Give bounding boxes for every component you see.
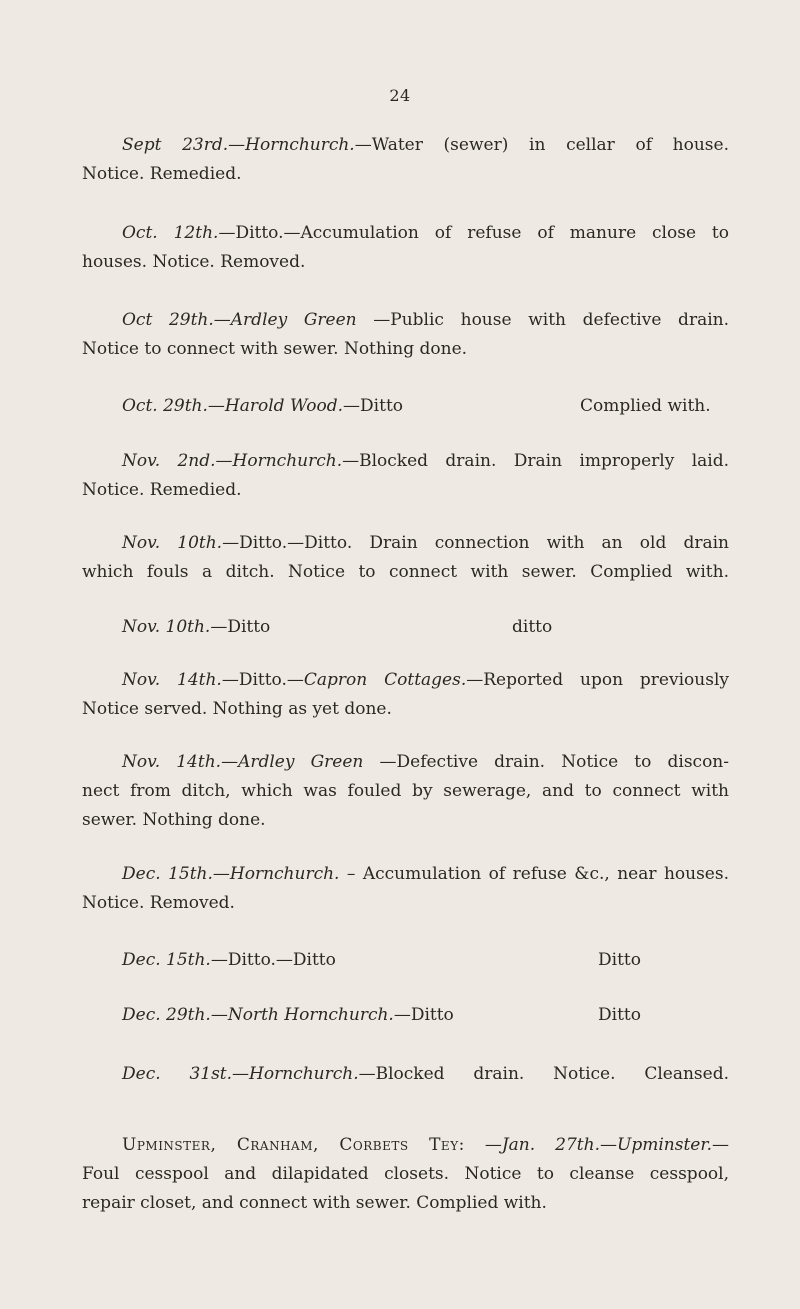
entry-right-note: Complied with. — [580, 396, 711, 416]
entry-line-1: Dec. 31st.—Hornchurch.—Blocked drain. Notice. Cleansed. — [122, 1064, 729, 1084]
page-number: 24 — [389, 86, 411, 105]
entry-line-2: Notice. Remedied. — [82, 480, 242, 500]
entry-date: Dec. 29th. — [122, 1005, 211, 1025]
entry-date: Oct. 29th. — [122, 396, 208, 416]
entry-line-1: Dec. 15th.—Ditto.—Ditto — [122, 950, 336, 970]
entry-date: Dec. 15th. — [122, 864, 213, 884]
entry-place: Hornchurch. — [245, 135, 355, 155]
entry-line-2: Notice served. Nothing as yet done. — [82, 699, 392, 719]
entry-date: Nov. 10th. — [122, 533, 223, 553]
entry-line-2: Notice to connect with sewer. Nothing done. — [82, 339, 468, 359]
entry-right-note: ditto — [512, 617, 553, 637]
entry-date: Nov. 14th. — [122, 670, 222, 690]
entry-place: Harold Wood. — [224, 396, 344, 416]
entry-line-2: Notice. Remedied. — [82, 164, 242, 184]
entry-line-1: Oct. 12th.—Ditto.—Accumulation of refuse of manure close to — [122, 223, 729, 243]
entry-date: Oct. 12th. — [122, 223, 219, 243]
entry-date: Sept 23rd. — [122, 135, 229, 155]
entry-line-1: Nov. 14th.—Ardley Green —Defective drain. Notice to discon- — [122, 752, 730, 772]
entry-date: Nov. 14th. — [122, 752, 222, 772]
entry-right-note: Ditto — [598, 1005, 641, 1025]
entry-line-2: Notice. Removed. — [82, 893, 235, 913]
entry-place: North Hornchurch. — [227, 1005, 394, 1025]
entry-line-2: which fouls a ditch. Notice to connect with sewer. Complied with. — [82, 562, 729, 582]
entry-date: Nov. 2nd. — [122, 451, 216, 471]
entry-place: Hornchurch. — [229, 864, 340, 884]
entry-line-1: Nov. 10th.—Ditto — [122, 617, 271, 637]
entry-line-2: nect from ditch, which was fouled by sewerage, and to connect with — [82, 781, 729, 801]
entry-date: Oct 29th. — [122, 310, 214, 330]
entry-place: Hornchurch. — [232, 451, 343, 471]
entry-line-1: Nov. 2nd.—Hornchurch.—Blocked drain. Drain improperly laid. — [122, 451, 729, 471]
entry-place: Ardley Green — [238, 752, 364, 772]
entry-place: Ardley Green — [230, 310, 357, 330]
entry-line-1: Oct. 29th.—Harold Wood.—Ditto — [122, 396, 404, 416]
entry-place: Hornchurch. — [249, 1064, 359, 1084]
entry-place: Upminster. — [617, 1135, 712, 1155]
entry-date: Jan. 27th. — [501, 1135, 600, 1155]
entry-line-1: Dec. 29th.—North Hornchurch.—Ditto — [122, 1005, 454, 1025]
entry-line-2: Foul cesspool and dilapidated closets. Notice to cleanse cesspool, — [82, 1164, 729, 1184]
entry-date: Dec. 31st. — [122, 1064, 233, 1084]
entry-place: Capron Cottages. — [303, 670, 467, 690]
entry-line-1: Oct 29th.—Ardley Green —Public house with defective drain. — [122, 310, 729, 330]
entry-line-3: sewer. Nothing done. — [82, 810, 266, 830]
section-heading: Upminster, Cranham, Corbets Tey: — [122, 1135, 465, 1155]
entry-line-1: Upminster, Cranham, Corbets Tey: —Jan. 27th.—Upminster.— — [122, 1135, 729, 1155]
entry-line-1: Dec. 15th.—Hornchurch. – Accumulation of refuse &c., near houses. — [122, 864, 729, 884]
entry-line-3: repair closet, and connect with sewer. Complied with. — [82, 1193, 547, 1213]
entry-line-2: houses. Notice. Removed. — [82, 252, 306, 272]
entry-date: Nov. 10th. — [122, 617, 211, 637]
entry-line-1: Nov. 14th.—Ditto.—Capron Cottages.—Reported upon previously — [122, 670, 729, 690]
entry-line-1: Nov. 10th.—Ditto.—Ditto. Drain connection with an old drain — [122, 533, 730, 553]
entry-date: Dec. 15th. — [122, 950, 211, 970]
entry-right-note: Ditto — [598, 950, 641, 970]
entry-line-1: Sept 23rd.—Hornchurch.—Water (sewer) in cellar of house. — [122, 135, 729, 155]
